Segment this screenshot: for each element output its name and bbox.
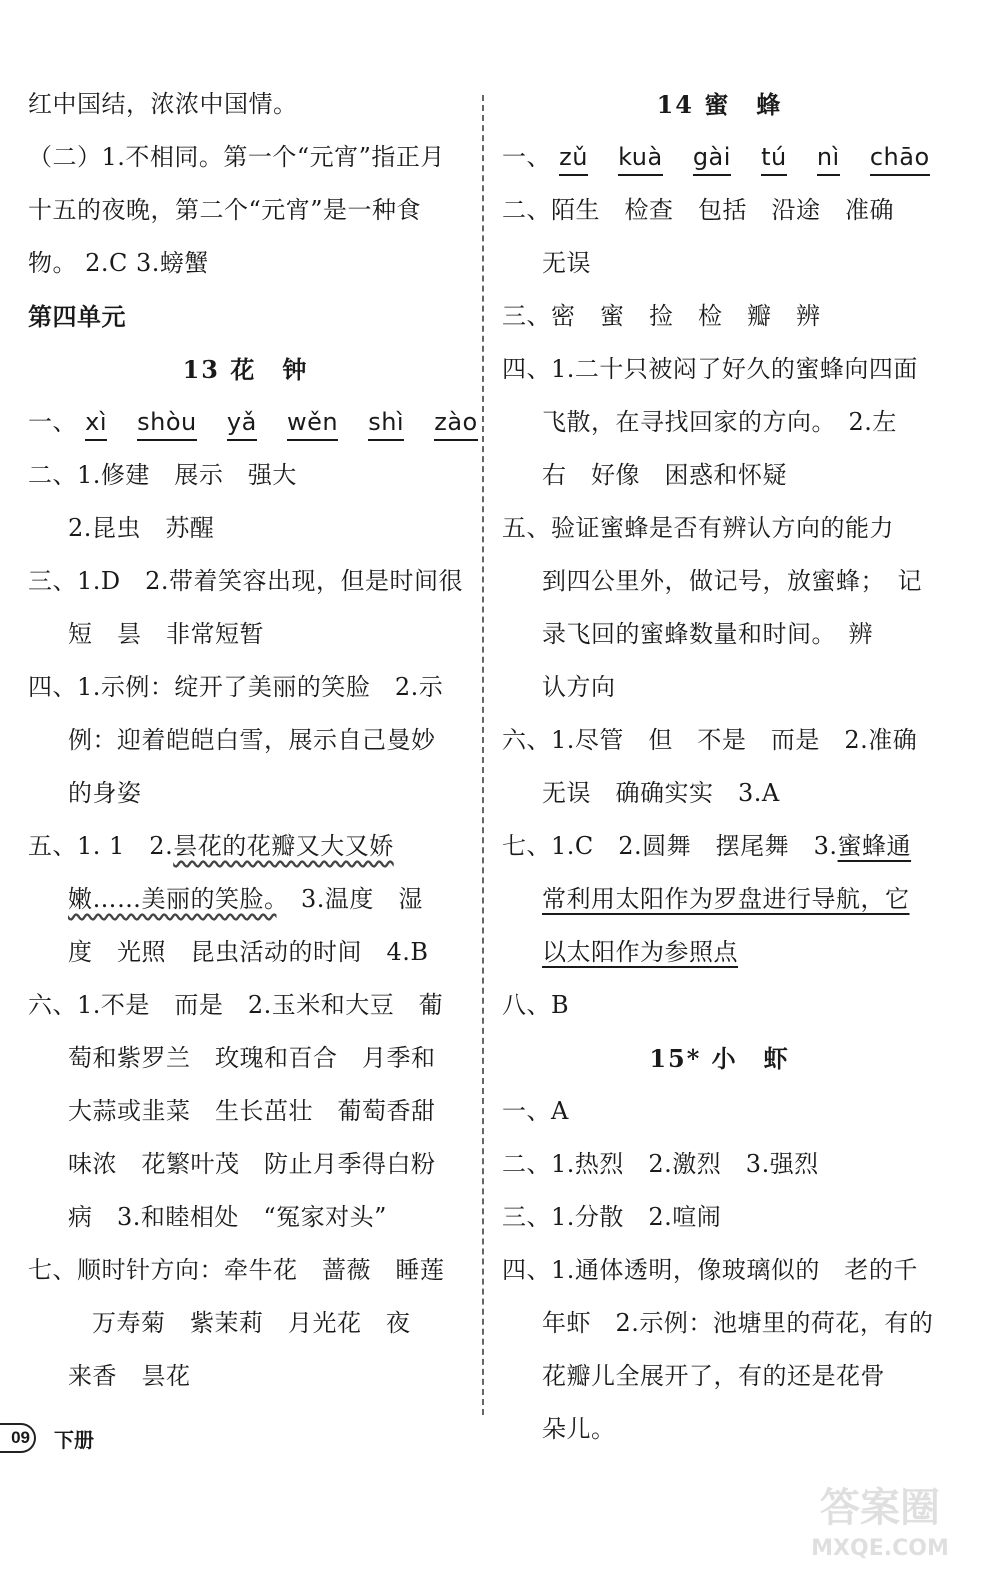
answer-line: 味浓 花繁叶茂 防止月季得白粉 [68,1150,436,1178]
watermark-domain: MXQE.COM [811,1536,949,1561]
unit-heading: 第四单元 [28,302,126,331]
pinyin-answer: chāo [870,140,930,176]
answer-line: 例：迎着皑皑白雪，展示自己曼妙 [68,726,436,754]
answer-line: 一、A [502,1097,569,1125]
question-prefix: 一、 [28,408,77,436]
answer-line: 三、1.D 2.带着笑容出现，但是时间很 [28,567,464,595]
watermark-text: 答案圈 [820,1485,940,1531]
answer-text: 七、1.C 2.圆舞 摆尾舞 3. [502,832,838,860]
pinyin-row [28,396,478,449]
answer-line: 录飞回的蜜蜂数量和时间。 辨 [542,620,873,648]
answer-text: 3.温度 湿 [301,885,423,913]
answer-line: 六、1.不是 而是 2.玉米和大豆 葡 [28,991,444,1019]
pinyin-answer: yǎ [227,405,257,441]
question-prefix: 一、 [502,143,551,171]
answer-line: （二）1.不相同。第一个“元宵”指正月 [28,143,445,171]
right-column [502,78,937,1456]
lesson-title: 13 花 钟 [182,355,309,384]
answer-line: 右 好像 困惑和怀疑 [542,461,787,489]
answer-line: 萄和紫罗兰 玫瑰和百合 月季和 [68,1044,436,1072]
answer-line [28,873,463,926]
pinyin-answer: gài [693,140,731,176]
answer-line: 七、顺时针方向：牵牛花 蔷薇 睡莲 [28,1256,445,1284]
left-column [28,78,478,1403]
answer-line: 红中国结，浓浓中国情。 [28,90,298,118]
answer-line: 到四公里外，做记号，放蜜蜂； 记 [542,567,922,595]
answer-line: 来香 昙花 [68,1362,191,1390]
pinyin-answer: zào [434,405,478,441]
answer-line [502,820,937,873]
answer-line: 飞散，在寻找回家的方向。 2.左 [542,408,897,436]
answer-line: 二、1.修建 展示 强大 [28,461,297,489]
answer-line: 二、1.热烈 2.激烈 3.强烈 [502,1150,819,1178]
wavy-underlined-answer: 嫩……美丽的笑脸。 [68,885,277,913]
pinyin-answer: tú [761,140,787,176]
underlined-answer: 蜜蜂通 [837,832,912,860]
answer-line: 度 光照 昆虫活动的时间 4.B [68,938,429,966]
underlined-answer: 常利用太阳作为罗盘进行导航，它 [542,885,910,913]
pinyin-answer: nì [817,140,840,176]
answer-line: 四、1.通体透明，像玻璃似的 老的千 [502,1256,918,1284]
pinyin-answer: shì [368,405,404,441]
answer-line: 十五的夜晚，第二个“元宵”是一种食 [28,196,422,224]
answer-line [28,820,463,873]
answer-line: 八、B [502,991,570,1019]
answer-line: 无误 确确实实 3.A [542,779,780,807]
answer-line: 短 昙 非常短暂 [68,620,264,648]
answer-line [502,926,937,979]
answer-line: 花瓣儿全展开了，有的还是花骨 [542,1362,885,1390]
column-divider [482,95,484,1415]
answer-line: 四、1.二十只被闷了好久的蜜蜂向四面 [502,355,918,383]
answer-line: 物。 2.C 3.螃蟹 [28,249,209,277]
answer-line: 病 3.和睦相处 “冤家对头” [68,1203,387,1231]
pinyin-row [502,131,937,184]
wavy-underlined-answer: 昙花的花瓣又大又娇 [173,832,394,860]
answer-line: 2.昆虫 苏醒 [68,514,215,542]
answer-line: 无误 [542,249,591,277]
watermark-logo [790,1473,970,1563]
pinyin-answer: shòu [137,405,197,441]
answer-line: 五、验证蜜蜂是否有辨认方向的能力 [502,514,894,542]
answer-line: 朵儿。 [542,1415,616,1443]
pinyin-answer: kuà [618,140,663,176]
underlined-answer: 以太阳作为参照点 [542,938,738,966]
lesson-title: 15* 小 虾 [649,1044,790,1073]
page-number: 09 [0,1423,36,1453]
answer-line: 二、陌生 检查 包括 沿途 准确 [502,196,894,224]
pinyin-answer: zǔ [559,140,588,176]
pinyin-answer: xì [85,405,107,441]
answer-line: 三、1.分散 2.喧闹 [502,1203,722,1231]
volume-label: 下册 [54,1429,94,1452]
answer-line: 年虾 2.示例：池塘里的荷花，有的 [542,1309,934,1337]
pinyin-answer: wěn [287,405,338,441]
answer-line: 三、密 蜜 捡 检 瓣 辨 [502,302,821,330]
answer-line: 六、1.尽管 但 不是 而是 2.准确 [502,726,918,754]
answer-line: 的身姿 [68,779,142,807]
answer-text: 五、1. 1 2. [28,832,174,860]
answer-line: 四、1.示例：绽开了美丽的笑脸 2.示 [28,673,444,701]
answer-line: 万寿菊 紫茉莉 月光花 夜 [92,1309,411,1337]
answer-line: 大蒜或韭菜 生长茁壮 葡萄香甜 [68,1097,436,1125]
answer-line [502,873,937,926]
page-footer [0,1418,94,1458]
answer-line: 认方向 [542,673,616,701]
lesson-title: 14 蜜 蜂 [656,90,783,119]
